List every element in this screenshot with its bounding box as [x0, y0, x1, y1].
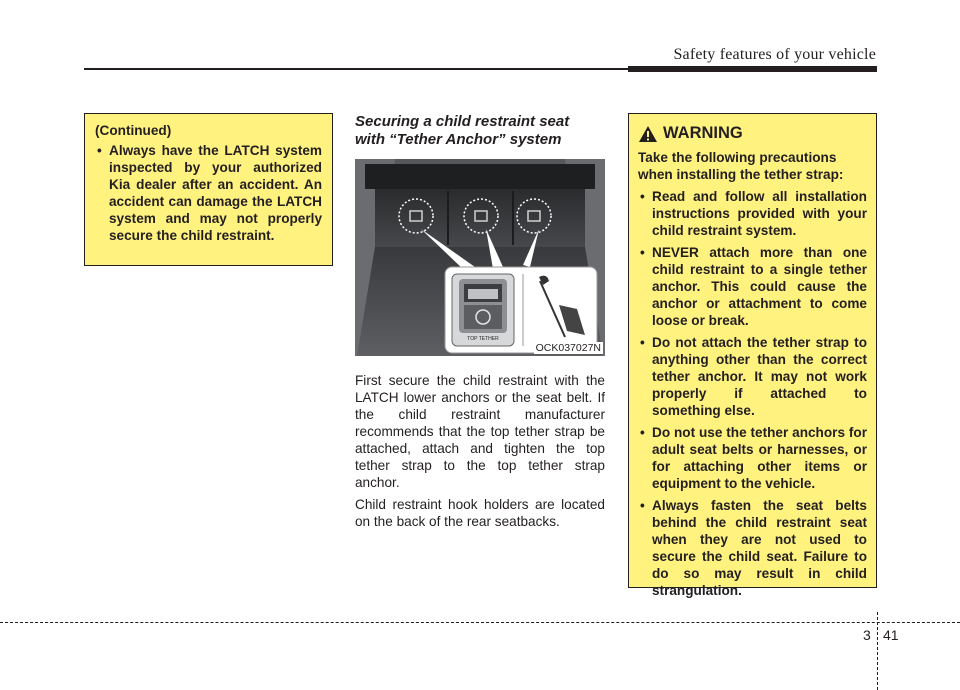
figure-code: OCK037027N: [535, 342, 601, 354]
chapter-number: 3: [863, 627, 871, 643]
footer-vertical-rule: [877, 612, 878, 690]
continued-label: (Continued): [95, 123, 172, 138]
body-paragraph-1: First secure the child restraint with the LATCH lower anchors or the seat belt. If the child restraint manufacturer recommends that the top tether strap be attached, attach and tighten the top tether strap to the top tether strap anchor.: [355, 373, 605, 490]
warning-header: [638, 124, 867, 143]
list-item: • Do not attach the tether strap to anything other than the correct tether anchor. It may not work properly if attached to something else.: [638, 334, 867, 419]
subheading-line-2: with “Tether Anchor” system: [355, 131, 562, 148]
warning-box: [628, 113, 877, 598]
list-item: • NEVER attach more than one child restraint to a single tether anchor. This could cause the anchor or attachment to come loose or break.: [638, 244, 867, 329]
list-item: • Always fasten the seat belts behind the child restraint seat when they are not used to secure the child seat. Failure to do so may result in child strangulation.: [638, 497, 867, 599]
body-paragraph-2: Child restraint hook holders are located on the back of the rear seatbacks.: [355, 497, 605, 529]
warning-title: WARNING: [663, 124, 743, 142]
header-rule-accent: [628, 66, 877, 72]
subheading-line-1: Securing a child restraint seat: [355, 113, 570, 130]
tether-tag-text: TOP TETHER: [467, 336, 499, 342]
continued-caution-box: [84, 113, 333, 266]
list-item: • Do not use the tether anchors for adult seat belts or harnesses, or for attaching other items or equipment to the vehicle.: [638, 424, 867, 492]
page-number: 41: [883, 627, 899, 643]
warning-intro: Take the following precautions when installing the tether strap:: [638, 150, 844, 182]
warning-triangle-icon: [638, 125, 658, 143]
warning-list: [638, 188, 867, 599]
list-item: • Read and follow all installation instructions provided with your child restraint system.: [638, 188, 867, 239]
list-item: • Always have the LATCH system inspected by your authorized Kia dealer after an accident. An accident can damage the LATCH system and may not properly secure the child restraint.: [95, 142, 322, 244]
main-column: [355, 113, 605, 530]
section-title: Safety features of your vehicle: [673, 46, 876, 63]
cargo-area-illustration: [355, 159, 605, 356]
tether-anchor-figure: [355, 159, 605, 356]
subheading: [355, 113, 605, 149]
footer-dashed-rule: [0, 622, 960, 623]
continued-list: [95, 142, 322, 244]
